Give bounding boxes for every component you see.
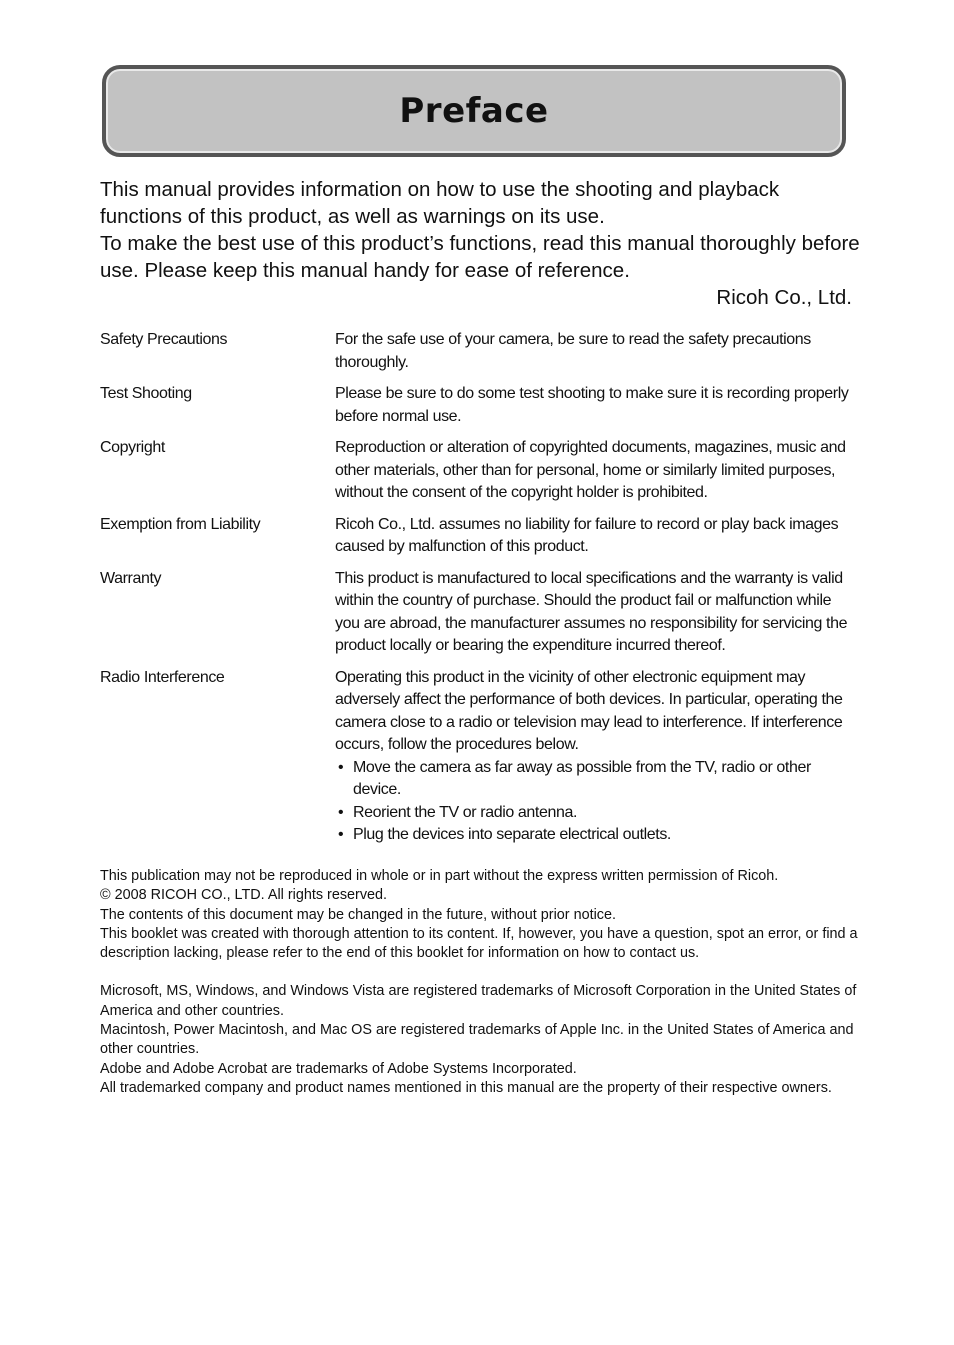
notice-row (100, 383, 860, 428)
notice-description (335, 568, 855, 658)
list-item: • Plug the devices into separate electrical outlets. (335, 824, 855, 847)
notice-term: Exemption from Liability (100, 515, 261, 533)
notice-description (335, 383, 855, 428)
company-signature: Ricoh Co., Ltd. (716, 286, 852, 309)
notice-text: For the safe use of your camera, be sure to read the safety precautions thoroughly. (335, 331, 811, 371)
intro-section (100, 176, 860, 311)
legal-line: This booklet was created with thorough attention to its content. If, however, you have a question, spot an error, or find a description lacking, please refer to the end of this booklet for information on how to contact us. (100, 925, 858, 962)
notice-term: Warranty (100, 569, 162, 587)
notice-text: This product is manufactured to local specifications and the warranty is valid within the country of purchase. Should the product fail or malfunction while you are abroad, the manufacturer assumes no responsibility for servicing the product locally or bearing the expenditure incurred thereof. (335, 569, 848, 654)
notice-term: Test Shooting (100, 385, 192, 402)
trademark-line: All trademarked company and product names mentioned in this manual are the property of their respective owners. (100, 1079, 832, 1096)
notice-description (335, 514, 855, 559)
notice-text: Operating this product in the vicinity of other electronic equipment may adversely affect the performance of both devices. In particular, operating the camera close to a radio or television may lead to interference. If interference occurs, follow the procedures below. (335, 668, 843, 753)
notice-term: Radio Interference (100, 668, 225, 686)
spacer (100, 963, 860, 982)
notice-row (100, 437, 860, 505)
list-item: • Reorient the TV or radio antenna. (335, 802, 855, 825)
notice-row (100, 568, 860, 658)
notice-text: Please be sure to do some test shooting to make sure it is recording properly before normal use. (335, 385, 849, 425)
notice-row (100, 329, 860, 374)
notice-term: Safety Precautions (100, 331, 228, 348)
title-banner (102, 65, 846, 157)
legal-line: The contents of this document may be changed in the future, without prior notice. (100, 906, 616, 923)
legal-section (100, 867, 860, 1098)
notice-row (100, 667, 860, 847)
notice-text: Ricoh Co., Ltd. assumes no liability for failure to record or play back images caused by malfunction of this product. (335, 515, 839, 555)
notice-description (335, 329, 855, 374)
notice-text: Reproduction or alteration of copyrighted documents, magazines, music and other materials, other than for personal, home or similarly limited purposes, without the consent of the copyright holder is prohibited. (335, 439, 846, 501)
trademark-line: Adobe and Adobe Acrobat are trademarks of Adobe Systems Incorporated. (100, 1060, 577, 1077)
intro-paragraph-2: To make the best use of this product’s functions, read this manual thoroughly before use. Please keep this manual handy for ease of reference. (100, 232, 860, 282)
notice-description (335, 667, 855, 847)
legal-line: This publication may not be reproduced in whole or in part without the express written permission of Ricoh. (100, 868, 779, 884)
notice-description (335, 437, 855, 505)
trademark-line: Macintosh, Power Macintosh, and Mac OS are registered trademarks of Apple Inc. in the United States of America and other countries. (100, 1022, 854, 1058)
intro-paragraph-1: This manual provides information on how to use the shooting and playback functions of this product, as well as warnings on its use. (100, 178, 780, 228)
list-item: • Move the camera as far away as possible from the TV, radio or other device. (335, 757, 855, 802)
legal-line: © 2008 RICOH CO., LTD. All rights reserved. (100, 887, 388, 904)
notice-row (100, 514, 860, 559)
trademark-line: Microsoft, MS, Windows, and Windows Vista are registered trademarks of Microsoft Corporation in the United States of America and other countries. (100, 983, 857, 1019)
notices-table (100, 329, 860, 856)
notice-term: Copyright (100, 439, 165, 456)
page-title: Preface (399, 91, 549, 131)
procedure-list (335, 757, 855, 847)
